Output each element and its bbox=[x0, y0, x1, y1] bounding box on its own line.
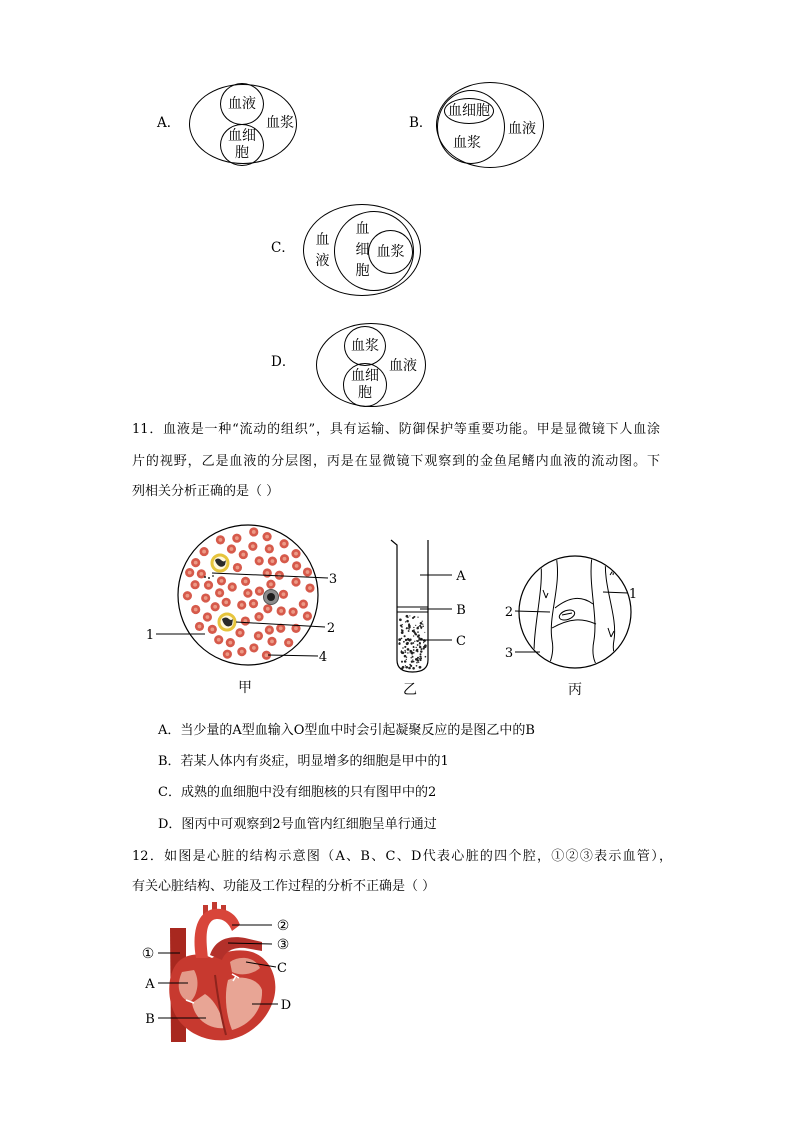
q12-stem-line-2: 有关心脏结构、功能及工作过程的分析不正确是（ ） bbox=[132, 879, 436, 894]
q10-option-c-label: C． bbox=[271, 240, 295, 256]
red-blood-cell-center bbox=[282, 592, 286, 596]
yi-label-b: B bbox=[456, 603, 466, 618]
sediment-dot bbox=[401, 626, 403, 628]
red-blood-cell-center bbox=[265, 653, 269, 657]
q10-c-text-3: 血浆 bbox=[376, 244, 405, 260]
q10-a-text-2: 血细胞 bbox=[228, 128, 256, 161]
red-blood-cell-center bbox=[306, 570, 310, 574]
red-blood-cell-center bbox=[219, 538, 223, 542]
heart-label-chamber-c: C bbox=[277, 961, 287, 976]
white-blood-cell-2 bbox=[219, 614, 235, 630]
red-blood-cell-center bbox=[252, 646, 256, 650]
sediment-dot bbox=[413, 627, 414, 628]
sediment-dot bbox=[402, 647, 404, 649]
red-blood-cell-center bbox=[240, 650, 244, 654]
sediment-dot bbox=[414, 632, 416, 634]
heart-label-vessel-2: ② bbox=[276, 918, 290, 934]
red-blood-cell-center bbox=[265, 535, 269, 539]
sediment-dot bbox=[401, 629, 403, 631]
sediment-dot bbox=[419, 656, 421, 658]
q11-option-b: B．若某人体内有炎症，明显增多的细胞是甲中的1 bbox=[158, 754, 449, 769]
sediment-dot bbox=[422, 621, 423, 622]
red-blood-cell-center bbox=[202, 550, 206, 554]
sediment-dot bbox=[406, 656, 407, 657]
red-blood-cell-center bbox=[188, 571, 192, 575]
heart-illustration bbox=[169, 902, 275, 1042]
red-blood-cell-center bbox=[283, 557, 287, 561]
q10-d-circle-1 bbox=[344, 326, 386, 366]
q10-option-a-label: A． bbox=[157, 115, 181, 131]
yi-caption: 乙 bbox=[403, 682, 417, 698]
q10-d-text-1: 血浆 bbox=[351, 338, 379, 354]
q11-figure bbox=[130, 515, 670, 705]
q11-stem-line-1: 11．血液是一种“流动的组织”，具有运输、防御保护等重要功能。甲是显微镜下人血涂 bbox=[132, 422, 660, 437]
q10-option-b-label: B． bbox=[409, 115, 433, 131]
red-blood-cell-center bbox=[265, 571, 269, 575]
red-blood-cell-center bbox=[220, 579, 224, 583]
red-blood-cell-center bbox=[213, 605, 217, 609]
sediment-dot bbox=[404, 635, 406, 637]
sediment-dot bbox=[418, 662, 419, 663]
jia-microscope-view bbox=[146, 525, 337, 696]
red-blood-cell-center bbox=[204, 596, 208, 600]
red-blood-cell-center bbox=[228, 641, 232, 645]
sediment-dot bbox=[401, 661, 403, 663]
sediment-dot bbox=[409, 615, 410, 616]
red-blood-cell-center bbox=[246, 591, 250, 595]
sediment-dot bbox=[413, 617, 415, 619]
sediment-dot bbox=[424, 632, 425, 633]
yi-label-c: C bbox=[456, 634, 466, 649]
q10-option-d-label: D． bbox=[271, 354, 296, 370]
red-blood-cell-center bbox=[257, 634, 261, 638]
sediment-dot bbox=[405, 665, 406, 666]
sediment-dot bbox=[406, 659, 407, 660]
bing-caption: 丙 bbox=[568, 682, 582, 698]
red-blood-cell-center bbox=[240, 603, 244, 607]
q11-stem-line-2: 片的视野，乙是血液的分层图，丙是在显微镜下观察到的金鱼尾鳍内血液的流动图。下 bbox=[132, 454, 660, 469]
sediment-dot bbox=[406, 666, 408, 668]
sediment-dot bbox=[411, 652, 414, 655]
yi-test-tube bbox=[391, 540, 466, 698]
sediment-dot bbox=[399, 618, 402, 621]
bing-label-2: 2 bbox=[504, 605, 514, 620]
q10-a-circle-1 bbox=[220, 83, 264, 125]
bing-label-1: 1 bbox=[628, 587, 638, 602]
sediment-dot bbox=[420, 653, 422, 655]
sediment-dot bbox=[405, 639, 407, 641]
sediment-dot bbox=[402, 666, 405, 669]
red-blood-cell-center bbox=[238, 631, 242, 635]
tube-outline bbox=[391, 540, 428, 672]
sediment-dot bbox=[409, 652, 410, 653]
red-blood-cell-center bbox=[217, 638, 221, 642]
q10-b-text-1: 血细胞 bbox=[448, 103, 490, 119]
red-blood-cell-center bbox=[252, 530, 256, 534]
red-blood-cell-center bbox=[198, 625, 202, 629]
sediment-dot bbox=[410, 642, 412, 644]
q11-option-a: A．当少量的A型血输入O型血中时会引起凝聚反应的是图乙中的B bbox=[158, 723, 535, 738]
sediment-dot bbox=[410, 657, 411, 658]
red-blood-cell-center bbox=[241, 553, 245, 557]
sediment-dot bbox=[419, 625, 421, 627]
sediment-dot bbox=[409, 639, 411, 641]
red-blood-cell-center bbox=[224, 600, 228, 604]
sediment-dot bbox=[412, 667, 415, 670]
sediment-dot bbox=[412, 659, 413, 660]
sediment-dot bbox=[408, 630, 410, 632]
q10-d-circle-2 bbox=[343, 363, 387, 407]
q11-option-c: C．成熟的血细胞中没有细胞核的只有图甲中的2 bbox=[158, 785, 437, 800]
red-blood-cell-center bbox=[218, 591, 222, 595]
sediment-dot bbox=[399, 642, 400, 643]
red-blood-cell-center bbox=[236, 566, 240, 570]
q10-b-inner-ellipse bbox=[444, 98, 494, 124]
sediment-dot bbox=[408, 667, 411, 670]
sediment-dot bbox=[417, 657, 419, 659]
red-blood-cell-center bbox=[193, 583, 197, 587]
sediment-dot bbox=[419, 667, 420, 668]
red-blood-cell-center bbox=[194, 608, 198, 612]
red-blood-cell-center bbox=[269, 582, 273, 586]
red-blood-cell-center bbox=[279, 626, 283, 630]
sediment-dot bbox=[403, 641, 405, 643]
red-blood-cell-center bbox=[295, 564, 299, 568]
red-blood-cell-center bbox=[267, 628, 271, 632]
white-blood-cell-1 bbox=[212, 555, 228, 571]
red-blood-cell-center bbox=[257, 615, 261, 619]
heart-label-vessel-1: ① bbox=[141, 946, 155, 962]
heart-label-vessel-3: ③ bbox=[276, 937, 290, 953]
jia-label-2: 2 bbox=[326, 621, 336, 636]
red-blood-cell-center bbox=[308, 586, 312, 590]
red-blood-cell-center bbox=[279, 609, 283, 613]
white-blood-cell-3 bbox=[264, 590, 279, 605]
red-blood-cell-center bbox=[230, 585, 234, 589]
sediment-dot bbox=[419, 642, 421, 644]
sediment-dot bbox=[404, 646, 406, 648]
red-blood-cell-center bbox=[235, 536, 239, 540]
sediment-dot bbox=[413, 646, 415, 648]
red-blood-cell-center bbox=[207, 583, 211, 587]
sediment-dot bbox=[414, 641, 415, 642]
jia-label-3: 3 bbox=[328, 572, 338, 587]
sediment-dot bbox=[409, 664, 411, 666]
sediment-dot bbox=[415, 658, 417, 660]
sediment-dot bbox=[415, 647, 416, 648]
red-blood-cell-center bbox=[210, 627, 214, 631]
sediment-dot bbox=[412, 654, 413, 655]
sediment-dot bbox=[413, 635, 414, 636]
red-blood-cell-center bbox=[258, 589, 262, 593]
sediment-dot bbox=[419, 645, 420, 646]
sediment-dot bbox=[401, 652, 402, 653]
sediment-dot bbox=[401, 638, 403, 640]
jia-label-1: 1 bbox=[145, 628, 155, 643]
q10-a-text-1: 血液 bbox=[228, 96, 256, 112]
q10-c-text-1: 血液 bbox=[315, 232, 330, 269]
sediment-dot bbox=[408, 627, 410, 629]
red-blood-cell-center bbox=[244, 580, 248, 584]
sediment-dot bbox=[422, 625, 424, 627]
sediment-dot bbox=[407, 648, 410, 651]
q10-d-text-3: 血液 bbox=[389, 358, 417, 374]
sediment-dot bbox=[411, 661, 413, 663]
red-blood-cell-center bbox=[266, 607, 270, 611]
sediment-dot bbox=[408, 623, 410, 625]
sediment-dot bbox=[416, 665, 418, 667]
yi-label-a: A bbox=[456, 569, 466, 584]
q10-c-inner-circle bbox=[368, 230, 413, 274]
sediment-dot bbox=[422, 624, 423, 625]
sediment-dot bbox=[407, 643, 408, 644]
bing-blood-flow-view bbox=[505, 556, 637, 698]
sediment-dot bbox=[406, 628, 407, 629]
red-blood-cell-center bbox=[306, 614, 310, 618]
heart-label-chamber-a: A bbox=[145, 977, 155, 992]
sediment-dot bbox=[407, 638, 410, 641]
sediment-dot bbox=[423, 642, 424, 643]
q10-a-text-3: 血浆 bbox=[266, 115, 294, 131]
heart-diagram bbox=[130, 900, 310, 1045]
sediment-dot bbox=[417, 631, 419, 633]
sediment-dot bbox=[421, 648, 423, 650]
red-blood-cell-center bbox=[230, 547, 234, 551]
red-blood-cell-center bbox=[251, 544, 255, 548]
sediment-dot bbox=[418, 626, 419, 627]
sediment-dot bbox=[416, 640, 418, 642]
heart-label-chamber-b: B bbox=[145, 1012, 155, 1027]
q12-stem-line-1: 12．如图是心脏的结构示意图（A、B、C、D代表心脏的四个腔，①②③表示血管）， bbox=[132, 849, 672, 864]
sediment-dot bbox=[416, 650, 418, 652]
sediment-dot bbox=[419, 646, 421, 648]
sediment-dot bbox=[404, 660, 407, 663]
sediment-dot bbox=[412, 630, 414, 632]
red-blood-cell-center bbox=[287, 641, 291, 645]
sediment-dot bbox=[420, 622, 423, 625]
red-blood-cell-center bbox=[267, 547, 271, 551]
red-blood-cell-center bbox=[294, 580, 298, 584]
red-blood-cell-center bbox=[252, 602, 256, 606]
red-blood-cell-center bbox=[277, 573, 281, 577]
red-blood-cell-center bbox=[294, 626, 298, 630]
jia-caption: 甲 bbox=[238, 680, 252, 696]
q10-b-text-2: 血浆 bbox=[453, 135, 481, 151]
sediment-dot bbox=[413, 649, 415, 651]
red-blood-cell-center bbox=[257, 559, 261, 563]
q11-option-d: D．图丙中可观察到2号血管内红细胞呈单行通过 bbox=[158, 817, 437, 832]
q10-d-text-2: 血细胞 bbox=[351, 368, 379, 401]
sediment-dot bbox=[417, 635, 419, 637]
sediment-dot bbox=[400, 625, 402, 627]
sediment-dot bbox=[417, 644, 419, 646]
sediment-dot bbox=[416, 662, 418, 664]
q10-a-circle-2 bbox=[220, 124, 264, 166]
red-blood-cell-center bbox=[282, 542, 286, 546]
sediment-dot bbox=[418, 617, 419, 618]
red-blood-cell-center bbox=[206, 615, 210, 619]
red-blood-cell-center bbox=[194, 561, 198, 565]
sediment-dot bbox=[407, 616, 408, 617]
bing-label-3: 3 bbox=[504, 646, 514, 661]
red-blood-cell-center bbox=[225, 652, 229, 656]
q10-b-text-3: 血液 bbox=[508, 121, 536, 137]
heart-label-chamber-d: D bbox=[280, 998, 292, 1013]
sediment-dot bbox=[425, 656, 427, 658]
red-blood-cell-center bbox=[270, 640, 274, 644]
jia-label-4: 4 bbox=[318, 650, 328, 665]
red-blood-cell-center bbox=[271, 559, 275, 563]
sediment-dot bbox=[412, 656, 414, 658]
sediment-dot bbox=[420, 650, 422, 652]
sediment-dot bbox=[405, 621, 406, 622]
sediment-dot bbox=[413, 642, 415, 644]
sediment-dot bbox=[415, 625, 416, 626]
sediment-dot bbox=[398, 638, 401, 641]
sediment-dot bbox=[419, 659, 421, 661]
red-blood-cell-center bbox=[186, 594, 190, 598]
sediment-dot bbox=[424, 645, 427, 648]
sediment-dot bbox=[406, 620, 409, 623]
red-blood-cell-center bbox=[301, 602, 305, 606]
sediment-dot bbox=[405, 651, 407, 653]
red-blood-cell-center bbox=[199, 572, 203, 576]
red-blood-cell-center bbox=[294, 552, 298, 556]
q10-c-text-2: 血细胞 bbox=[355, 221, 370, 279]
q11-stem-line-3: 列相关分析正确的是（ ） bbox=[132, 484, 280, 499]
sediment-dot bbox=[407, 652, 408, 653]
red-blood-cell-center bbox=[291, 610, 295, 614]
sediment-dot bbox=[409, 629, 410, 630]
sediment-dot bbox=[404, 650, 405, 651]
